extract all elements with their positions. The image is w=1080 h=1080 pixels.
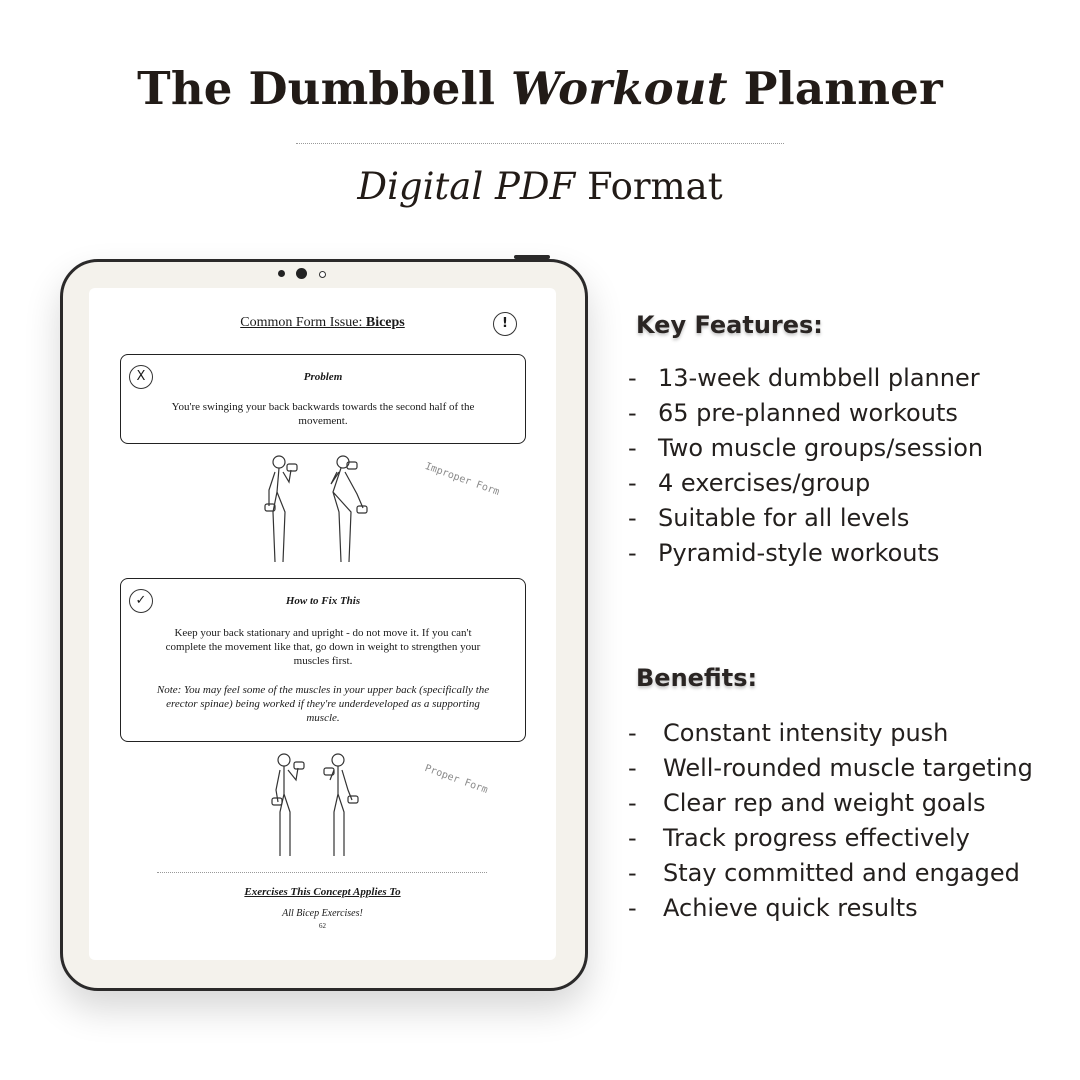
list-bullet: - — [628, 504, 637, 532]
list-bullet: - — [628, 399, 637, 427]
info-icon: ! — [493, 312, 517, 336]
tablet-camera — [296, 268, 307, 279]
fix-text: Keep your back stationary and upright - do not move it. If you can't complete the movement like that, go down in weight to strengthen your muscles first. — [165, 627, 481, 667]
list-item-text: Clear rep and weight goals — [663, 789, 986, 817]
list-item-text: Pyramid-style workouts — [658, 539, 940, 567]
problem-text: You're swinging your back backwards towards the second half of the movement. — [171, 401, 475, 427]
list-item-text: Achieve quick results — [663, 894, 918, 922]
title-emphasis: Workout — [511, 62, 728, 115]
list-item-text: Track progress effectively — [663, 824, 970, 852]
x-circle-icon: X — [129, 365, 153, 389]
page-number: 62 — [319, 922, 326, 930]
list-bullet: - — [628, 789, 637, 817]
page-title — [0, 62, 1080, 115]
page-subtitle — [0, 165, 1080, 208]
proper-form-label: Proper Form — [423, 763, 490, 796]
list-item-text: Well-rounded muscle targeting — [663, 754, 1033, 782]
list-item-text: Suitable for all levels — [658, 504, 910, 532]
fix-title: How to Fix This — [285, 595, 361, 607]
benefits-heading: Benefits: — [636, 664, 758, 692]
proper-form-illustration — [264, 750, 384, 862]
list-bullet: - — [628, 859, 637, 887]
improper-form-label: Improper Form — [423, 460, 501, 499]
list-item-text: Two muscle groups/session — [658, 434, 984, 462]
tablet-screen — [89, 288, 556, 960]
list-bullet: - — [628, 894, 637, 922]
subtitle-emphasis: Digital PDF — [357, 165, 576, 208]
list-bullet: - — [628, 824, 637, 852]
improper-form-illustration — [259, 452, 379, 567]
heading-muscle: Biceps — [365, 315, 405, 330]
list-bullet: - — [628, 719, 637, 747]
key-features-heading: Key Features: — [636, 311, 823, 339]
tablet-sensor — [278, 270, 285, 277]
applies-title: Exercises This Concept Applies To — [244, 886, 401, 898]
list-item-text: 13-week dumbbell planner — [658, 364, 980, 392]
list-item-text: Constant intensity push — [663, 719, 949, 747]
planner-page-heading — [89, 315, 556, 331]
title-part-2: Planner — [727, 62, 943, 115]
list-bullet: - — [628, 754, 637, 782]
title-part-1: The Dumbbell — [137, 62, 512, 115]
check-circle-icon: ✓ — [129, 589, 153, 613]
problem-box — [120, 354, 526, 444]
list-bullet: - — [628, 469, 637, 497]
applies-value: All Bicep Exercises! — [282, 908, 363, 919]
list-bullet: - — [628, 434, 637, 462]
list-bullet: - — [628, 539, 637, 567]
list-item-text: 4 exercises/group — [658, 469, 871, 497]
fix-box — [120, 578, 526, 742]
list-bullet: - — [628, 364, 637, 392]
fix-note: Note: You may feel some of the muscles in your upper back (specifically the erector spinae) being worked if they're underdeveloped as a supporting muscle. — [156, 684, 490, 724]
problem-title: Problem — [303, 371, 343, 383]
list-item-text: 65 pre-planned workouts — [658, 399, 958, 427]
subtitle-rest: Format — [575, 165, 723, 208]
tablet-light-sensor — [319, 271, 326, 278]
heading-prefix: Common Form Issue: — [240, 315, 366, 330]
title-divider — [296, 143, 784, 144]
list-item-text: Stay committed and engaged — [663, 859, 1020, 887]
screen-divider — [157, 872, 487, 873]
